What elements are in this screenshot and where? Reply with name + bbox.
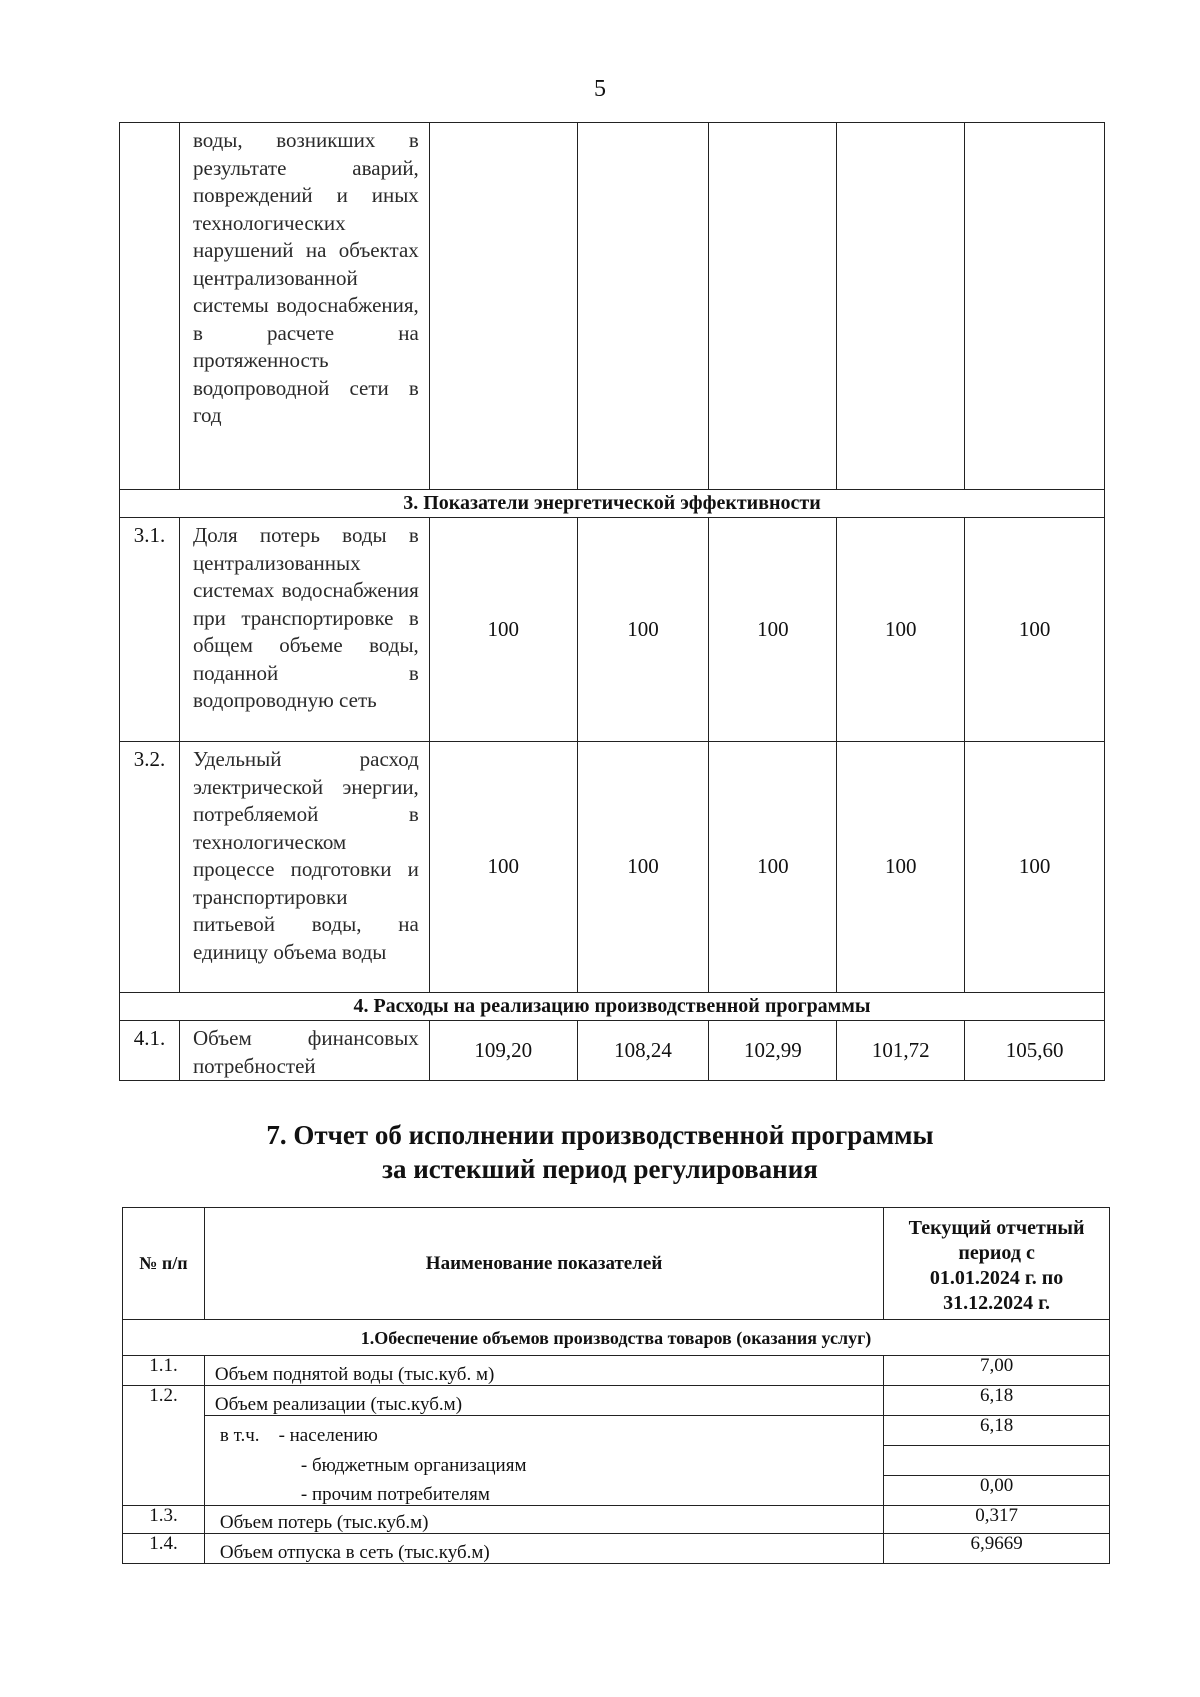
section-1-title: 1.Обеспечение объемов производства товаров (оказания услуг) (123, 1320, 1110, 1356)
value-cell: 100 (837, 518, 965, 742)
indicators-table (119, 122, 1105, 1081)
report-title-line-2: за истекший период регулирования (382, 1154, 818, 1184)
header-row (123, 1208, 1110, 1320)
section-header-row (123, 1320, 1110, 1356)
report-table (122, 1207, 1110, 1564)
indicator-description: Доля потерь воды в централизованных системах водоснабжения при транспортировке в общем объеме воды, поданной в водопроводную сеть (179, 518, 429, 742)
header-number: № п/п (123, 1208, 205, 1320)
table-row (123, 1476, 1110, 1506)
row-number: 3.2. (120, 742, 180, 993)
table-row (120, 518, 1105, 742)
section-header-row (120, 490, 1105, 518)
table-row (123, 1386, 1110, 1416)
value-cell: 100 (965, 742, 1105, 993)
table-row (120, 1021, 1105, 1081)
indicator-name: - прочим потребителям (204, 1476, 883, 1506)
report-title (0, 1118, 1200, 1186)
value-cell: 0,317 (884, 1506, 1110, 1534)
indicator-description: Объем финансовых потребностей (179, 1021, 429, 1081)
indicator-name: в т.ч. - населению (204, 1416, 883, 1446)
value-cell: 6,18 (884, 1416, 1110, 1446)
section-3-title: 3. Показатели энергетической эффективности (120, 490, 1105, 518)
table-row (120, 742, 1105, 993)
section-4-title: 4. Расходы на реализацию производственной программы (120, 993, 1105, 1021)
indicator-name: Объем поднятой воды (тыс.куб. м) (204, 1356, 883, 1386)
row-number (120, 123, 180, 490)
indicator-name: Объем реализации (тыс.куб.м) (204, 1386, 883, 1416)
table-row (120, 123, 1105, 490)
value-cell: 109,20 (429, 1021, 577, 1081)
value-cell: 7,00 (884, 1356, 1110, 1386)
table-row (123, 1416, 1110, 1446)
table-row (123, 1506, 1110, 1534)
subitem-prefix: в т.ч. (219, 1424, 260, 1446)
value-cell: 100 (429, 742, 577, 993)
table-row (123, 1534, 1110, 1564)
value-cell: 100 (837, 742, 965, 993)
value-cell: 100 (577, 518, 709, 742)
indicator-description: Удельный расход электрической энергии, потребляемой в технологическом процессе подготовки и транспортировки питьевой воды, на единицу объема воды (179, 742, 429, 993)
value-cell: 108,24 (577, 1021, 709, 1081)
header-period: Текущий отчетный период с 01.01.2024 г. по 31.12.2024 г. (884, 1208, 1110, 1320)
indicator-name: Объем отпуска в сеть (тыс.куб.м) (204, 1534, 883, 1564)
table-row (123, 1446, 1110, 1476)
value-cell: 100 (709, 742, 837, 993)
value-cell: 100 (429, 518, 577, 742)
value-cell: 100 (965, 518, 1105, 742)
row-number: 1.4. (123, 1534, 205, 1564)
value-cell: 101,72 (837, 1021, 965, 1081)
row-number: 1.3. (123, 1506, 205, 1534)
section-header-row (120, 993, 1105, 1021)
indicator-description: воды, возникших в результате аварий, повреждений и иных технологических нарушений на объектах централизованной системы водоснабжения, в расчете на протяженность водопроводной сети в год (179, 123, 429, 490)
indicator-name: - бюджетным организациям (204, 1446, 883, 1476)
table-row (123, 1356, 1110, 1386)
header-name: Наименование показателей (204, 1208, 883, 1320)
value-cell: 100 (709, 518, 837, 742)
page-number: 5 (594, 76, 606, 102)
value-cell: 100 (577, 742, 709, 993)
value-cell: 102,99 (709, 1021, 837, 1081)
value-cell: 0,00 (884, 1476, 1110, 1506)
value-cell: 6,9669 (884, 1534, 1110, 1564)
value-cell: 105,60 (965, 1021, 1105, 1081)
row-number: 1.1. (123, 1356, 205, 1386)
value-cell (884, 1446, 1110, 1476)
indicator-name: Объем потерь (тыс.куб.м) (204, 1506, 883, 1534)
report-title-line-1: 7. Отчет об исполнении производственной программы (266, 1120, 934, 1150)
value-cell: 6,18 (884, 1386, 1110, 1416)
row-number: 1.2. (123, 1386, 205, 1506)
row-number: 3.1. (120, 518, 180, 742)
row-number: 4.1. (120, 1021, 180, 1081)
